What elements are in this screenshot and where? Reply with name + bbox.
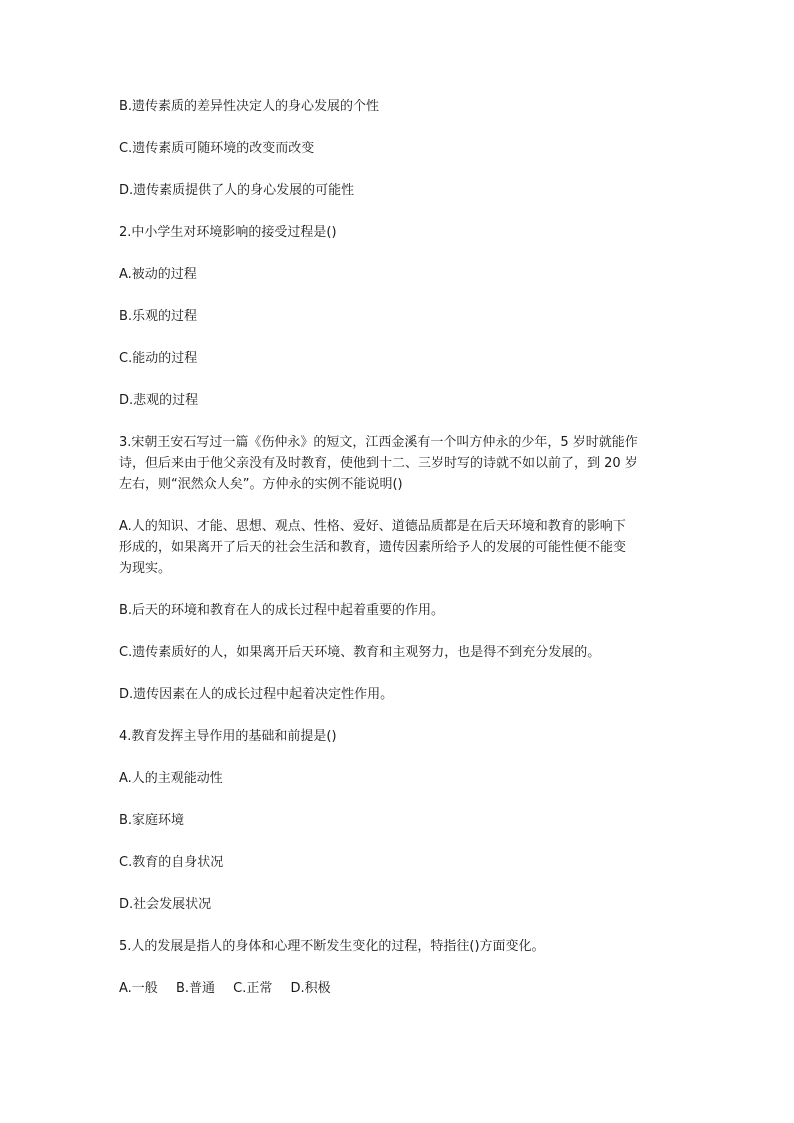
q5-options <box>119 978 679 999</box>
q2-option-b: B.乐观的过程 <box>119 309 198 324</box>
q3-option-c: C.遗传素质好的人，如果离开后天环境、教育和主观努力，也是得不到充分发展的。 <box>119 645 601 660</box>
q3-option-a <box>119 516 679 579</box>
q3-option-a-line-2: 形成的，如果离开了后天的社会生活和教育，遗传因素所给予人的发展的可能性便不能变 <box>119 540 627 555</box>
question-3-line-3: 左右，则“泯然众人矣”。方仲永的实例不能说明() <box>119 477 403 492</box>
q4-option-b: B.家庭环境 <box>119 813 185 828</box>
question-5: 5.人的发展是指人的身体和心理不断发生变化的过程，特指往()方面变化。 <box>119 939 545 954</box>
q5-option-b: B.普通 <box>175 981 216 996</box>
q5-option-a: A.一般 <box>119 981 158 996</box>
document-page <box>119 96 679 1020</box>
q3-option-b: B.后天的环境和教育在人的成长过程中起着重要的作用。 <box>119 603 445 618</box>
q5-option-c: C.正常 <box>233 981 273 996</box>
q4-option-a: A.人的主观能动性 <box>119 771 223 786</box>
question-3 <box>119 432 679 495</box>
q2-option-d: D.悲观的过程 <box>119 393 199 408</box>
q1-option-b: B.遗传素质的差异性决定人的身心发展的个性 <box>119 99 380 114</box>
question-2: 2.中小学生对环境影响的接受过程是() <box>119 225 337 240</box>
q3-option-a-line-3: 为现实。 <box>119 561 172 576</box>
q3-option-a-line-1: A.人的知识、才能、思想、观点、性格、爱好、道德品质都是在后天环境和教育的影响下 <box>119 519 626 534</box>
q2-option-c: C.能动的过程 <box>119 351 198 366</box>
q2-option-a: A.被动的过程 <box>119 267 197 282</box>
question-4: 4.教育发挥主导作用的基础和前提是() <box>119 729 337 744</box>
q4-option-c: C.教育的自身状况 <box>119 855 224 870</box>
question-3-line-1: 3.宋朝王安石写过一篇《伤仲永》的短文，江西金溪有一个叫方仲永的少年，5 岁时就能作 <box>119 435 638 450</box>
q1-option-c: C.遗传素质可随环境的改变而改变 <box>119 141 315 156</box>
q1-option-d: D.遗传素质提供了人的身心发展的可能性 <box>119 183 355 198</box>
q4-option-d: D.社会发展状况 <box>119 897 212 912</box>
q5-option-d: D.积极 <box>290 981 331 996</box>
q3-option-d: D.遗传因素在人的成长过程中起着决定性作用。 <box>119 687 394 702</box>
question-3-line-2: 诗，但后来由于他父亲没有及时教育，使他到十二、三岁时写的诗就不如以前了，到 20 岁 <box>119 456 638 471</box>
